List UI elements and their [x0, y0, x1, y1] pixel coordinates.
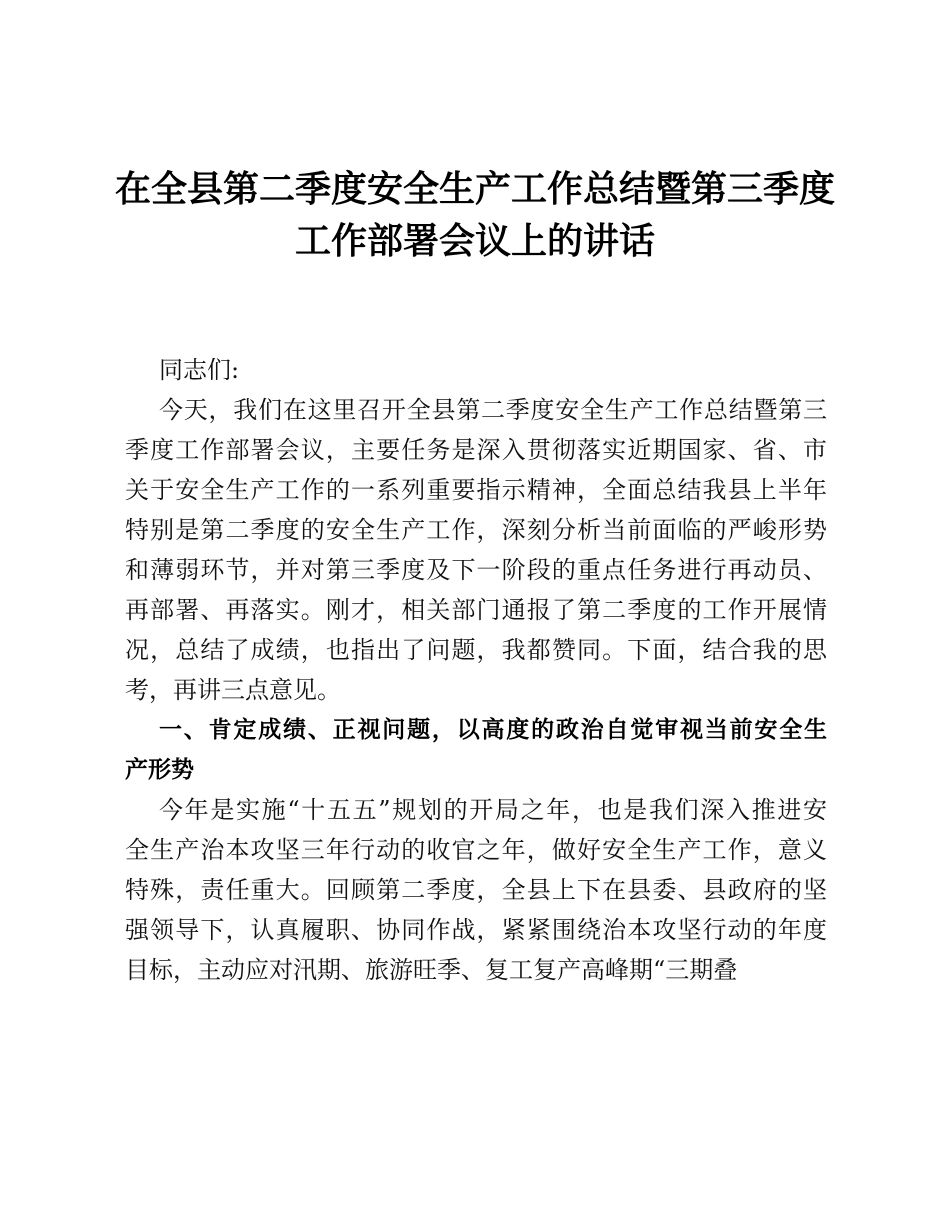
- paragraph-line: 考，再讲三点意见。: [125, 676, 341, 704]
- paragraph-line: 今天，我们在这里召开全县第二季度安全生产工作总结暨第三: [159, 396, 827, 424]
- paragraph-line: 再部署、再落实。刚才，相关部门通报了第二季度的工作开展情: [125, 596, 827, 624]
- paragraph-line: 关于安全生产工作的一系列重要指示精神，全面总结我县上半年: [125, 476, 827, 504]
- section-heading-1: [125, 710, 827, 790]
- title-line: 工作部署会议上的讲话: [294, 220, 655, 262]
- paragraph-opening: [125, 390, 827, 710]
- document-body: [125, 350, 827, 990]
- heading-line: 产形势: [125, 757, 194, 783]
- paragraph-line: 季度工作部署会议，主要任务是深入贯彻落实近期国家、省、市: [125, 436, 827, 464]
- paragraph-line: 今年是实施“十五五”规划的开局之年，也是我们深入推进安: [159, 796, 827, 824]
- paragraph-line: 目标，主动应对汛期、旅游旺季、复工复产高峰期“三期叠: [125, 956, 738, 984]
- title-line: 在全县第二季度安全生产工作总结暨第三季度: [114, 168, 835, 210]
- paragraph-line: 强领导下，认真履职、协同作战，紧紧围绕治本攻坚行动的年度: [125, 916, 827, 944]
- paragraph-line: 特殊，责任重大。回顾第二季度，全县上下在县委、县政府的坚: [125, 876, 827, 904]
- paragraph-section-1: [125, 790, 827, 990]
- paragraph-line: 和薄弱环节，并对第三季度及下一阶段的重点任务进行再动员、: [125, 556, 827, 584]
- salutation: 同志们:: [159, 356, 240, 384]
- document-title: [80, 163, 870, 267]
- paragraph-line: 全生产治本攻坚三年行动的收官之年，做好安全生产工作，意义: [125, 836, 827, 864]
- heading-line: 一、肯定成绩、正视问题，以高度的政治自觉审视当前安全生: [159, 717, 827, 743]
- paragraph-line: 况，总结了成绩，也指出了问题，我都赞同。下面，结合我的思: [125, 636, 827, 664]
- paragraph-line: 特别是第二季度的安全生产工作，深刻分析当前面临的严峻形势: [125, 516, 827, 544]
